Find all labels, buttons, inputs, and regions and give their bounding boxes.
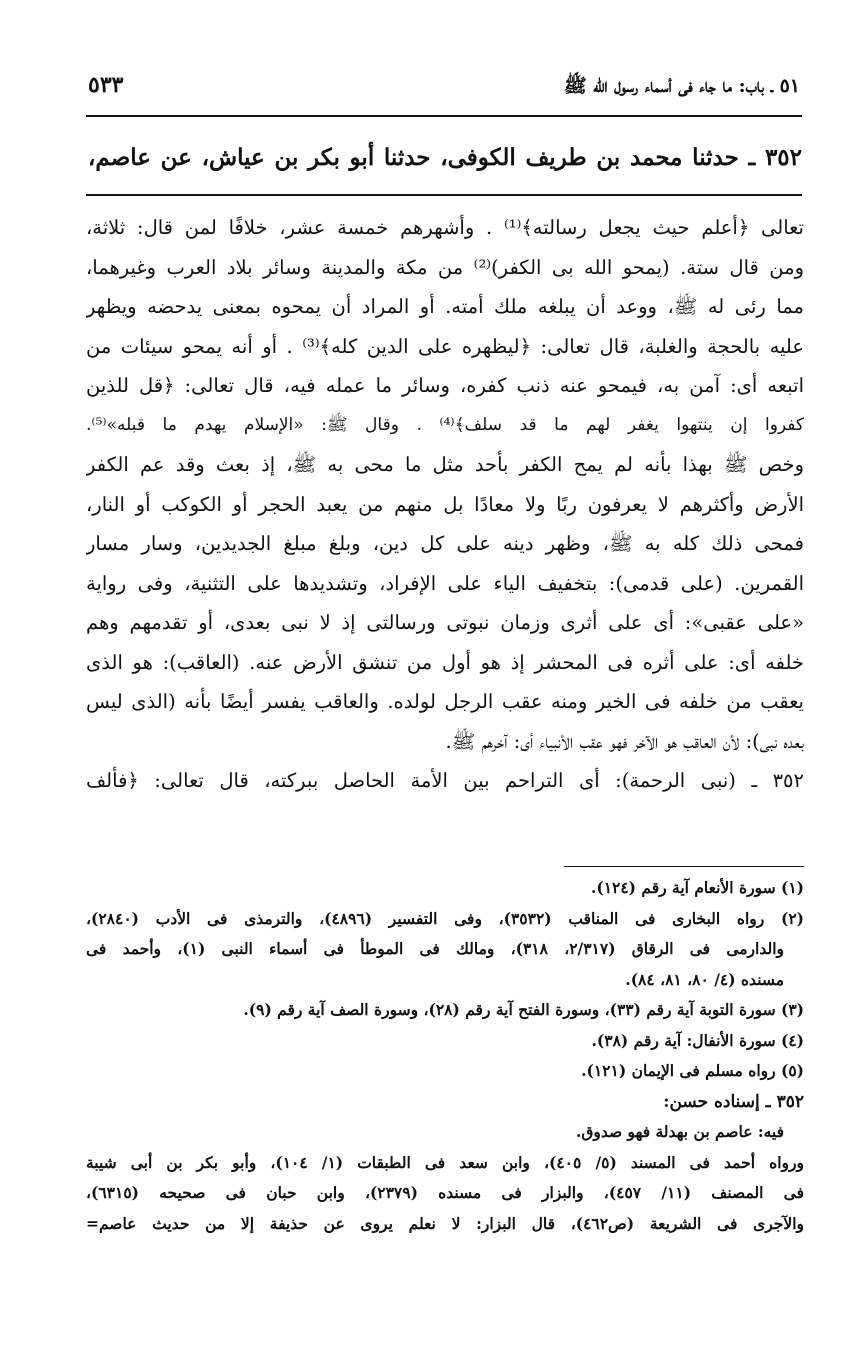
footnotes bbox=[86, 873, 804, 1239]
commentary bbox=[86, 208, 804, 801]
commentary-line: «على عقبى»: أى على أثرى وزمان نبوتى ورسالتى إذ لا نبى بعدى، أو تقدمهم وهم bbox=[86, 611, 804, 634]
commentary-line: اتبعه أى: آمن به، فيمحو عنه ذنب كفره، وسائر ما عمله فيه، قال تعالى: ﴿قل للذين bbox=[86, 374, 804, 397]
commentary-line: كفروا إن ينتهوا يغفر لهم ما قد سلف﴾⁽⁴⁾ . وقال ﷺ: «الإسلام يهدم ما قبله»⁽⁵⁾. bbox=[86, 414, 804, 435]
commentary-line: مما رئى له ﷺ، ووعد أن يبلغه ملك أمته. أو المراد أن يمحوه بمعنى يدحضه ويظهر bbox=[86, 295, 804, 318]
commentary-line: عليه بالحجة والغلبة، قال تعالى: ﴿ليظهره على الدين كله﴾⁽³⁾ . أو أنه يمحو سيئات من bbox=[86, 334, 804, 358]
commentary-line: بعده نبى): لأن العاقب هو الآخر فهو عقب الأنبياء أى: آخرهم ﷺ. bbox=[445, 729, 804, 753]
isnad-line: فيه: عاصم بن بهدلة فهو صدوق. bbox=[575, 1122, 784, 1141]
hadith-divider bbox=[86, 194, 802, 196]
commentary-line: خلفه أى: على أثره فى المحشر إذ هو أول من تنشق الأرض عنه. (العاقب): هو الذى bbox=[86, 650, 804, 674]
header-rule bbox=[86, 115, 802, 117]
footnote-item: مسنده (٤/ ٨٠، ٨١، ٨٤). bbox=[625, 969, 784, 989]
commentary-line: ومن قال ستة. (يمحو الله بى الكفر)⁽²⁾ من مكة والمدينة وسائر بلاد العرب وغيرهما، bbox=[86, 255, 804, 279]
isnad-line: فى المصنف (١١/ ٤٥٧)، والبزار فى مسنده (٢٣٧٩)، وابن حبان فى صحيحه (٦٣١٥)، bbox=[86, 1183, 804, 1202]
commentary-line: تعالى ﴿أعلم حيث يجعل رسالته﴾⁽¹⁾ . وأشهرهم خمسة عشر، خلافًا لمن قال: ثلاثة، bbox=[86, 216, 804, 239]
footnote-item: والدارمى فى الرقاق (٢/٣١٧، ٣١٨)، ومالك فى الموطأ فى أسماء النبى (١)، وأحمد فى bbox=[86, 939, 784, 958]
footnote-item: (٣) سورة التوبة آية رقم (٣٣)، وسورة الفتح آية رقم (٢٨)، وسورة الصف آية رقم (٩). bbox=[243, 1000, 804, 1019]
commentary-line: ٣٥٢ ـ (نبى الرحمة): أى التراحم بين الأمة الحاصل ببركته، قال تعالى: ﴿فألف bbox=[86, 769, 804, 792]
footnote-rule bbox=[564, 866, 804, 867]
isnad-line: ورواه أحمد فى المسند (٥/ ٤٠٥)، وابن سعد فى الطبقات (١/ ١٠٤)، وأبو بكر بن أبى شيبة bbox=[86, 1152, 804, 1172]
page-header bbox=[88, 70, 800, 110]
footnote-item: (٤) سورة الأنفال: آية رقم (٣٨). bbox=[591, 1030, 804, 1050]
commentary-line: الأرض وأكثرهم لا يعرفون ربًا ولا معادًا بل منهم من يعبد الحجر أو الكوكب أو النار، bbox=[86, 492, 804, 516]
commentary-line: وخص ﷺ بهذا بأنه لم يمح الكفر بأحد مثل ما محى به ﷺ، إذ بعث وقد عم الكفر bbox=[86, 453, 804, 476]
footnote-item: (١) سورة الأنعام آية رقم (١٢٤). bbox=[590, 878, 804, 897]
footnote-item: (٢) رواه البخارى فى المناقب (٣٥٣٢)، وفى التفسير (٤٨٩٦)، والترمذى فى الأدب (٢٨٤٠)، bbox=[86, 908, 804, 928]
page-number: ٥٣٣ bbox=[88, 72, 124, 98]
commentary-line: فمحى ذلك كله به ﷺ، وظهر دينه على كل دين، وبلغ مبلغ الجديدين، وسار مسار bbox=[86, 532, 804, 555]
commentary-line: القمرين. (على قدمى): بتخفيف الياء على الإفراد، وتشديدها على التثنية، وفى رواية bbox=[86, 571, 804, 595]
chapter-title: ٥١ ـ باب: ما جاء فى أسماء رسول الله ﷺ bbox=[563, 75, 800, 97]
hadith-text: ٣٥٢ ـ حدثنا محمد بن طريف الكوفى، حدثنا أبو بكر بن عياش، عن عاصم، bbox=[88, 144, 802, 171]
commentary-line: يعقب من خلفه فى الخير ومنه عقب الرجل لولده. والعاقب يفسر أيضًا بأنه (الذى ليس bbox=[86, 690, 804, 713]
footnote-item: (٥) رواه مسلم فى الإيمان (١٢١). bbox=[581, 1061, 804, 1080]
isnad-line: والآجرى فى الشريعة (ص٤٦٢)، قال البزار: لا نعلم يروى عن حذيفة إلا من حديث عاصم= bbox=[86, 1213, 804, 1233]
isnad-heading: ٣٥٢ ـ إسناده حسن: bbox=[663, 1091, 804, 1112]
